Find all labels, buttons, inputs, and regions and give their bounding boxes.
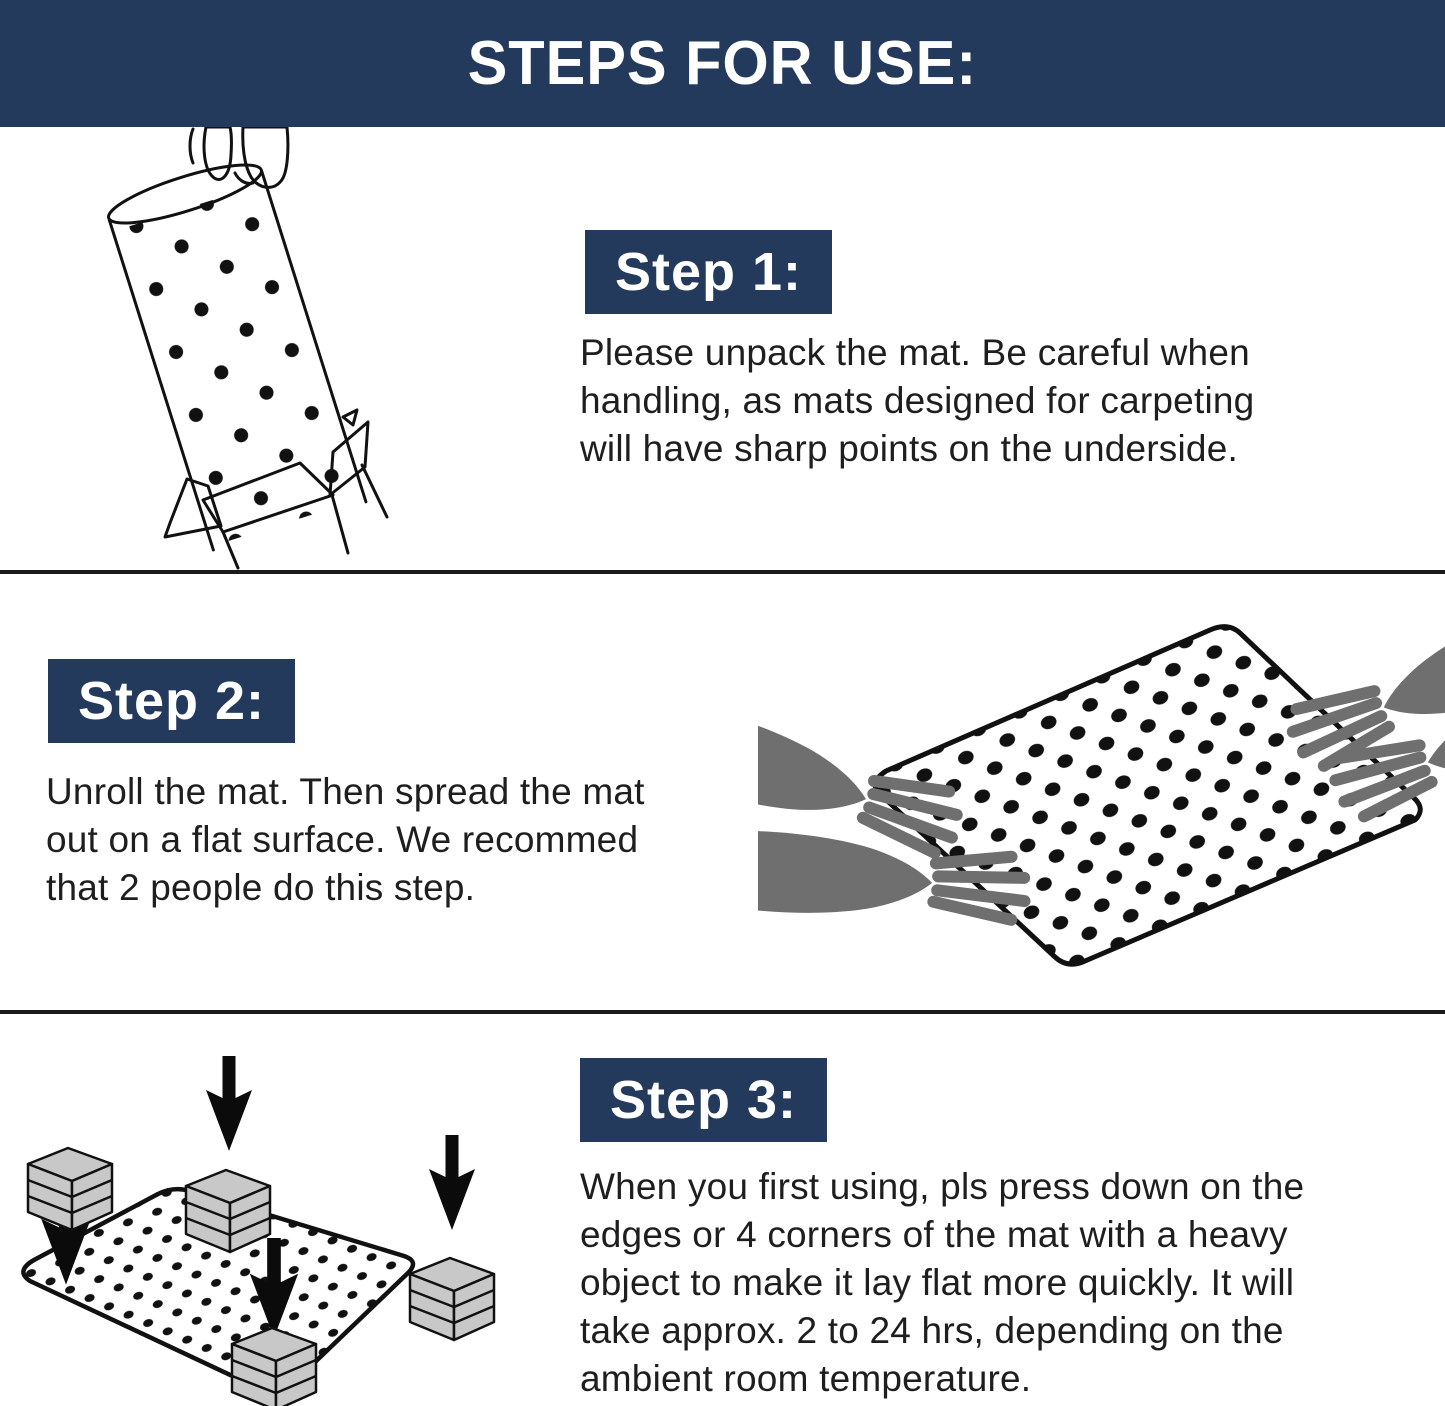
text-line: that 2 people do this step. xyxy=(46,867,476,908)
section-divider xyxy=(0,570,1445,574)
text-line: take approx. 2 to 24 hrs, depending on the xyxy=(580,1310,1284,1351)
text-line: Unroll the mat. Then spread the mat xyxy=(46,771,645,812)
header-bar xyxy=(0,0,1445,127)
press-corners-illustration xyxy=(0,1030,560,1406)
step-2-description xyxy=(46,768,645,912)
text-line: ambient room temperature. xyxy=(580,1358,1032,1399)
unpack-mat-illustration xyxy=(85,127,515,570)
hand-icon xyxy=(190,127,288,187)
text-line: object to make it lay flat more quickly. It will xyxy=(580,1262,1295,1303)
section-divider xyxy=(0,1010,1445,1014)
page-title: STEPS FOR USE: xyxy=(467,29,978,98)
text-line: edges or 4 corners of the mat with a heavy xyxy=(580,1214,1288,1255)
step-2-badge: Step 2: xyxy=(48,659,295,743)
dotted-mat-icon xyxy=(875,627,1420,965)
text-line: When you first using, pls press down on the xyxy=(580,1166,1305,1207)
step-1-description xyxy=(580,329,1254,473)
text-line: will have sharp points on the underside. xyxy=(580,428,1238,469)
spread-mat-illustration xyxy=(758,584,1445,1010)
text-line: Please unpack the mat. Be careful when xyxy=(580,332,1250,373)
step-3-description xyxy=(580,1163,1304,1403)
text-line: out on a flat surface. We recommed xyxy=(46,819,639,860)
step-1-badge: Step 1: xyxy=(585,230,832,314)
step-3-badge: Step 3: xyxy=(580,1058,827,1142)
text-line: handling, as mats designed for carpeting xyxy=(580,380,1255,421)
